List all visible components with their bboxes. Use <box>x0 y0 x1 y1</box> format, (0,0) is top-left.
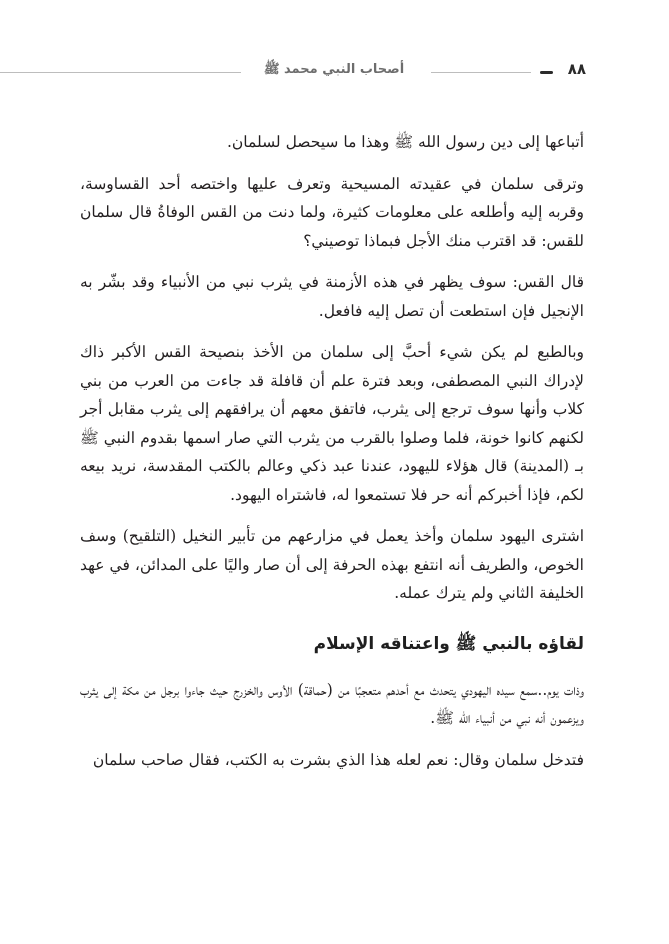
page-body <box>80 128 584 774</box>
section-heading: لقاؤه بالنبي ﷺ واعتناقه الإسلام <box>313 633 584 654</box>
header-rule-left <box>0 72 241 73</box>
paragraph: وبالطبع لم يكن شيء أحبَّ إلى سلمان من الأخذ بنصيحة القس الأكبر ذاك لإدراك النبي المصطفى، وبعد فترة علم أن قافلة قد جاءت من العرب من بني كلاب وأنها سوف ترجع إلى يثرب، فاتفق معهم أن يرافقهم إلى يثرب مقابل أجر لكنهم كانوا خونة، فلما وصلوا بالقرب من يثرب التي صار اسمها بقدوم النبي ﷺ بـ (المدينة) قال هؤلاء لليهود، عندنا عبد ذكي وعالم بالكتب المقدسة، نريد بيعه لكم، فإذا أخبركم أنه حر فلا تستمعوا له، فاشتراه اليهود. <box>80 343 584 504</box>
running-title: أصحاب النبي محمد ﷺ <box>263 62 405 77</box>
page-number: ٨٨ <box>567 60 586 78</box>
header-dash <box>540 71 553 74</box>
paragraph: أتباعها إلى دين رسول الله ﷺ وهذا ما سيحصل لسلمان. <box>226 133 584 151</box>
paragraph: وترقى سلمان في عقيدته المسيحية وتعرف عليها واختصه أحد القساوسة، وقربه إليه وأطلعه على معلومات كثيرة، ولما دنت من القس الوفاةُ قال سلمان للقس: قد اقترب منك الأجل فبماذا توصيني؟ <box>80 174 584 250</box>
paragraph: وذات يوم..سمع سيده اليهودي يتحدث مع أحدهم متعجبًا من (حماقة) الأوس والخزرج حيث جاءوا برجل من مكة إلى يثرب ويزعمون أنه نبي من أنبياء الله ﷺ. <box>80 680 584 727</box>
running-header <box>0 60 669 86</box>
paragraph: قال القس: سوف يظهر في هذه الأزمنة في يثرب نبي من الأنبياء وقد بشّر به الإنجيل فإن استطعت أن تصل إليه فافعل. <box>80 273 584 320</box>
header-rule-right <box>431 72 531 73</box>
paragraph: اشترى اليهود سلمان وأخذ يعمل في مزارعهم من تأبير النخيل (التلقيح) وسف الخوص، والطريف أنه انتفع بهذه الحرفة إلى أن صار واليًا على المدائن، في عهد الخليفة الثاني ولم يترك عمله. <box>80 527 584 602</box>
paragraph: فتدخل سلمان وقال: نعم لعله هذا الذي بشرت به الكتب، فقال صاحب سلمان <box>92 750 584 769</box>
